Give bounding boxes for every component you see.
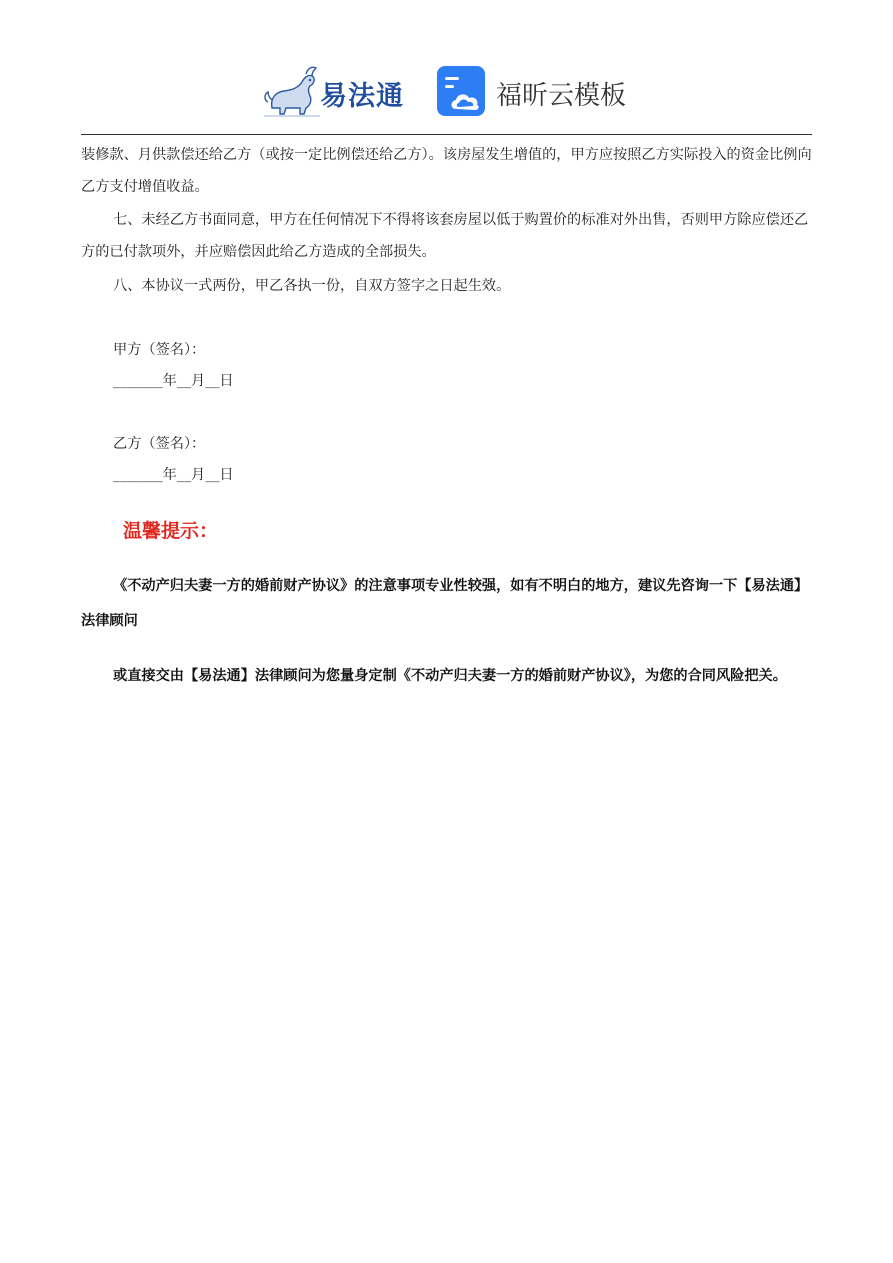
party-a-signature-date: _______年__月__日 (113, 373, 234, 389)
warm-tip-paragraph-1: 《不动产归夫妻一方的婚前财产协议》的注意事项专业性较强，如有不明白的地方，建议先咨询一下【易法通】法律顾问 (81, 578, 809, 629)
cloud-document-icon (436, 65, 488, 117)
party-a-signature-label: 甲方（签名）： (113, 342, 206, 358)
page-header (0, 0, 893, 135)
foxit-cloud-template-logo (436, 65, 636, 119)
warm-tip-title: 温馨提示： (123, 520, 219, 542)
header-divider (81, 134, 812, 135)
foxit-cloud-template-text: 福昕云模板 (496, 81, 627, 111)
contract-clause-7: 七、未经乙方书面同意，甲方在任何情况下不得将该套房屋以低于购置价的标准对外出售，否则甲方除应偿还乙方的已付款项外，并应赔偿因此给乙方造成的全部损失。 (81, 212, 809, 260)
contract-clause-8: 八、本协议一式两份，甲乙各执一份，自双方签字之日起生效。 (113, 278, 511, 294)
yifatong-logo-text: 易法通 (320, 81, 404, 112)
party-b-signature-date: _______年__月__日 (113, 467, 234, 483)
warm-tip-paragraph-2: 或直接交由【易法通】法律顾问为您量身定制《不动产归夫妻一方的婚前财产协议》，为您的合同风险把关。 (113, 668, 787, 684)
party-b-signature-label: 乙方（签名）： (113, 436, 206, 452)
yifatong-logo (262, 64, 412, 118)
qilin-mascot-icon (262, 64, 322, 118)
contract-paragraph-6-continued: 装修款、月供款偿还给乙方（或按一定比例偿还给乙方）。该房屋发生增值的，甲方应按照乙方实际投入的资金比例向乙方支付增值收益。 (81, 147, 812, 195)
